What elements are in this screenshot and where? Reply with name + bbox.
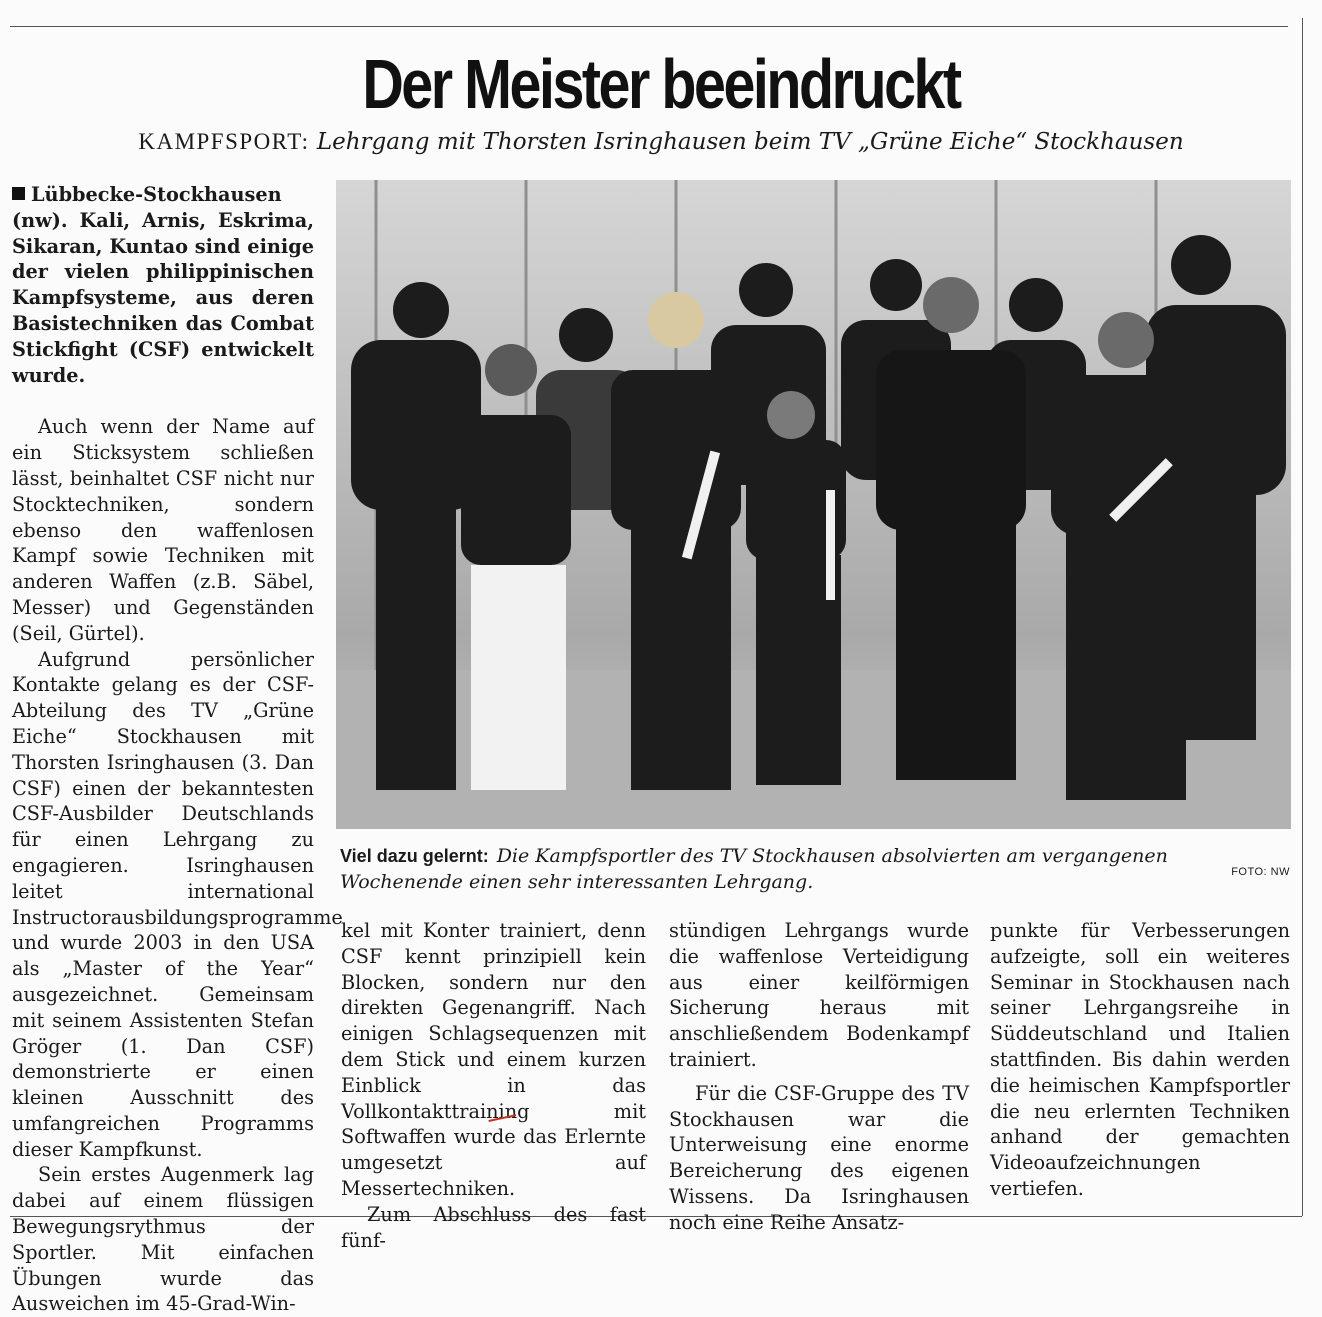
team-photo-illustration (336, 180, 1291, 829)
top-rule (10, 26, 1288, 27)
right-rule (1302, 18, 1303, 1216)
column-1 (12, 182, 343, 1317)
column-3 (669, 918, 969, 1236)
body-paragraph: Aufgrund persönlicher Kontakte gelang es der CSF-Abteilung des TV „Grüne Eiche“ Stockhausen mit Thorsten Isringhausen (3. Dan CSF) einen der bekanntesten CSF-Ausbilder Deutschlands für einen Lehrgang zu engagieren. Isringhausen leitet international Instructorausbildungsprogramme und wurde 2003 in den USA als „Master of the Year“ ausgezeichnet. Gemeinsam mit seinem Assistenten Stefan Gröger (1. Dan CSF) demonstrierte er einen kleinen Ausschnitt des umfangreichen Programms dieser Kampfkunst. (12, 647, 343, 1161)
body-paragraph: Auch wenn der Name auf ein Sticksystem schließen lässt, beinhaltet CSF nicht nur Stocktechniken, sondern ebenso den waffenlosen Kampf sowie Techniken mit anderen Waffen (z.B. Säbel, Messer) und Gegenständen (Seil, Gürtel). (12, 415, 314, 645)
body-paragraph: Sein erstes Augenmerk lag dabei auf einem flüssigen Bewegungsrythmus der Sportler. Mit einfachen Übungen wurde das Ausweichen im 45-Grad-Win- (12, 1163, 314, 1316)
bullet-square-icon (12, 187, 25, 200)
lead-paragraph: Lübbecke-Stockhausen (nw). Kali, Arnis, Eskrima, Sikaran, Kuntao sind einige der vielen philippinischen Kampfsysteme, aus deren Basistechniken das Combat Stickfight (CSF) entwickelt wurde. (12, 183, 314, 387)
column-4 (990, 918, 1290, 1202)
body-paragraph: stündigen Lehrgangs wurde die waffenlose Verteidigung aus einer keilförmigen Sicherung heraus mit anschließendem Bodenkampf trainiert. (669, 919, 969, 1071)
body-paragraph: kel mit Konter trainiert, denn CSF kennt prinzipiell kein Blocken, sondern nur den direkten Gegenangriff. Nach einigen Schlagsequenzen mit dem Stick und einem kurzen Einblick in das Vollkontakttraining mit Softwaffen wurde das Erlernte umgesetzt auf Messertechniken. (341, 919, 646, 1200)
caption-text: Die Kampfsportler des TV Stockhausen absolvierten am vergangenen Wochenende einen sehr interessanten Lehrgang. (340, 845, 1168, 893)
column-2 (341, 918, 646, 1253)
body-paragraph: Zum Abschluss des fast fünf- (341, 1202, 646, 1252)
subheadline-text: Lehrgang mit Thorsten Isringhausen beim TV „Grüne Eiche“ Stockhausen (316, 129, 1184, 155)
caption-label: Viel dazu gelernt: (340, 846, 489, 866)
photo-credit: FOTO: NW (1231, 866, 1290, 878)
subheadline (0, 126, 1322, 158)
group-photo (336, 180, 1291, 829)
headline: Der Meister beeindruckt (362, 45, 960, 123)
photo-caption (340, 843, 1290, 895)
body-paragraph: Für die CSF-Gruppe des TV Stockhausen war die Unterweisung eine enorme Bereicherung des eigenen Wissens. Da Isringhausen noch eine Reihe Ansatz- (669, 1081, 969, 1234)
body-paragraph: punkte für Verbesserungen aufzeigte, soll ein weiteres Seminar in Stockhausen nach seiner Lehrgangsreihe in Süddeutschland und Italien stattfinden. Bis dahin werden die heimischen Kampfsportler die neu erlernten Techniken anhand der gemachten Videoaufzeichnungen vertiefen. (990, 919, 1290, 1200)
kicker: KAMPFSPORT: (138, 129, 310, 154)
